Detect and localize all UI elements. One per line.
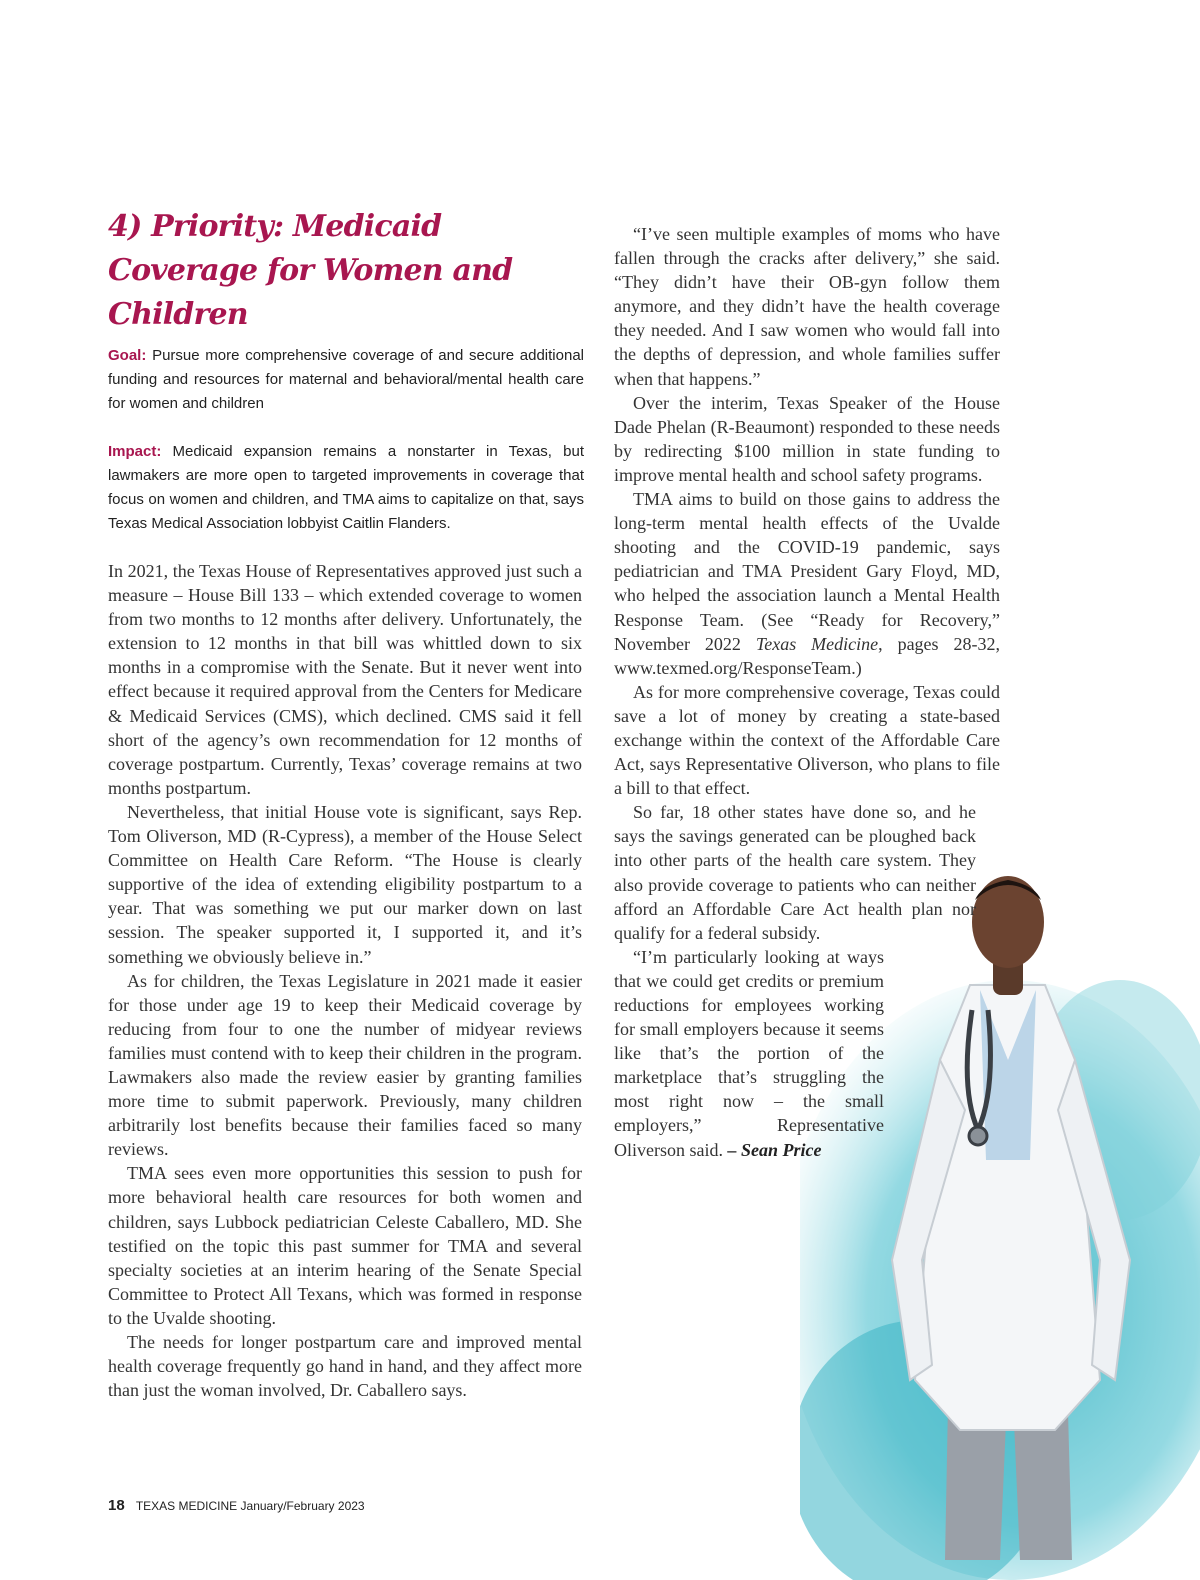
byline: – Sean Price: [727, 1139, 822, 1160]
left-column: [108, 559, 582, 1402]
right-column: [614, 222, 1000, 1162]
goal-text: Pursue more comprehensive coverage of and secure additional funding and resources for maternal and behavioral/mental health care for women and children: [108, 347, 584, 412]
page-footer: [108, 1497, 365, 1514]
body-paragraph: Over the interim, Texas Speaker of the House Dade Phelan (R-Beaumont) responded to these needs by redirecting $100 million in state funding to improve mental health and school safety programs.: [614, 392, 1000, 485]
issue-date: January/February 2023: [240, 1499, 365, 1513]
body-paragraph: As for children, the Texas Legislature in 2021 made it easier for those under age 19 to keep their Medicaid coverage by reducing from four to one the number of midyear reviews families must contend with to keep their children in the program. Lawmakers also made the review easier by granting families more time to submit paperwork. Previously, many children arbitrarily lost benefits because their families faced so many reviews.: [108, 970, 582, 1160]
body-paragraph: In 2021, the Texas House of Representatives approved just such a measure – House Bill 133 – which extended coverage to women from two months to 12 months after delivery. Unfortunately, the extension to 12 months in that bill was whittled down to six months in a compromise with the Senate. But it never went into effect because it required approval from the Centers for Medicare & Medicaid Services (CMS), which declined. CMS said it fell short of the agency’s own recommendation for 12 months of coverage postpartum. Currently, Texas’ coverage remains at two months postpartum.: [108, 561, 582, 798]
body-paragraph: So far, 18 other states have done so, and he says the savings generated can be ploughed back into other parts of the health care system. They also provide coverage to patients who can neither afford an Affordable Care Act health plan nor qualify for a federal subsidy.: [614, 802, 976, 943]
goal-paragraph: [108, 344, 584, 416]
body-paragraph: TMA sees even more opportunities this session to push for more behavioral health care resources for both women and children, says Lubbock pediatrician Celeste Caballero, MD. She testified on the topic this past summer for TMA and several specialty societies at an interim hearing of the Senate Special Committee to Protect All Texans, which was formed in response to the Uvalde shooting.: [108, 1163, 582, 1328]
body-paragraph: “I’ve seen multiple examples of moms who have fallen through the cracks after delivery,” she said. “They didn’t have their OB-gyn follow them anymore, and they didn’t have the health coverage they needed. And I saw women who would fall into the depths of depression, and whole families suffer when that happens.”: [614, 224, 1000, 389]
impact-text: Medicaid expansion remains a nonstarter in Texas, but lawmakers are more open to targeted improvements in coverage that focus on women and children, and TMA aims to capitalize on that, says Texas Medical Association lobbyist Caitlin Flanders.: [108, 443, 584, 532]
body-text: TMA aims to build on those gains to address the long-term mental health effects of the Uvalde shooting and the COVID-19 pandemic, says pediatrician and TMA President Gary Floyd, MD, who helped the association launch a Mental Health Response Team. (See “Ready for Recovery,” November 2022: [614, 489, 1000, 654]
body-paragraph: Nevertheless, that initial House vote is significant, says Rep. Tom Oliverson, MD (R-Cypress), a member of the House Select Committee on Health Care Reform. “The House is clearly supportive of the idea of extending eligibility postpartum to a year. That was something we put our marker down on last session. The speaker supported it, I supported it, and it’s something we obviously believe in.”: [108, 801, 582, 967]
article-headline: 4) Priority: Medicaid Coverage for Women and Children: [108, 209, 513, 332]
body-paragraph: As for more comprehensive coverage, Texas could save a lot of money by creating a state-based exchange within the context of the Affordable Care Act, says Representative Oliverson, who plans to file a bill to that effect.: [614, 681, 1000, 799]
body-paragraph: The needs for longer postpartum care and improved mental health coverage frequently go hand in hand, and they affect more than just the woman involved, Dr. Caballero says.: [108, 1332, 582, 1401]
body-paragraph: [614, 487, 1000, 680]
impact-paragraph: [108, 440, 584, 536]
body-text: , pages 28-32, www.texmed.org/ResponseTeam.): [614, 633, 1000, 678]
page-number: 18: [108, 1497, 125, 1514]
impact-label: Impact:: [108, 443, 162, 460]
publication-name: TEXAS MEDICINE: [135, 1499, 238, 1513]
goal-label: Goal:: [108, 347, 147, 364]
body-text: “I’m particularly looking at ways that we could get credits or premium reductions for employees working for small employers because it seems like that’s the portion of the marketplace that’s struggling the most right now – the small employers,” Representative Oliverson said.: [614, 946, 884, 1160]
magazine-title: Texas Medicine: [755, 633, 879, 654]
body-paragraph: [614, 945, 884, 1162]
